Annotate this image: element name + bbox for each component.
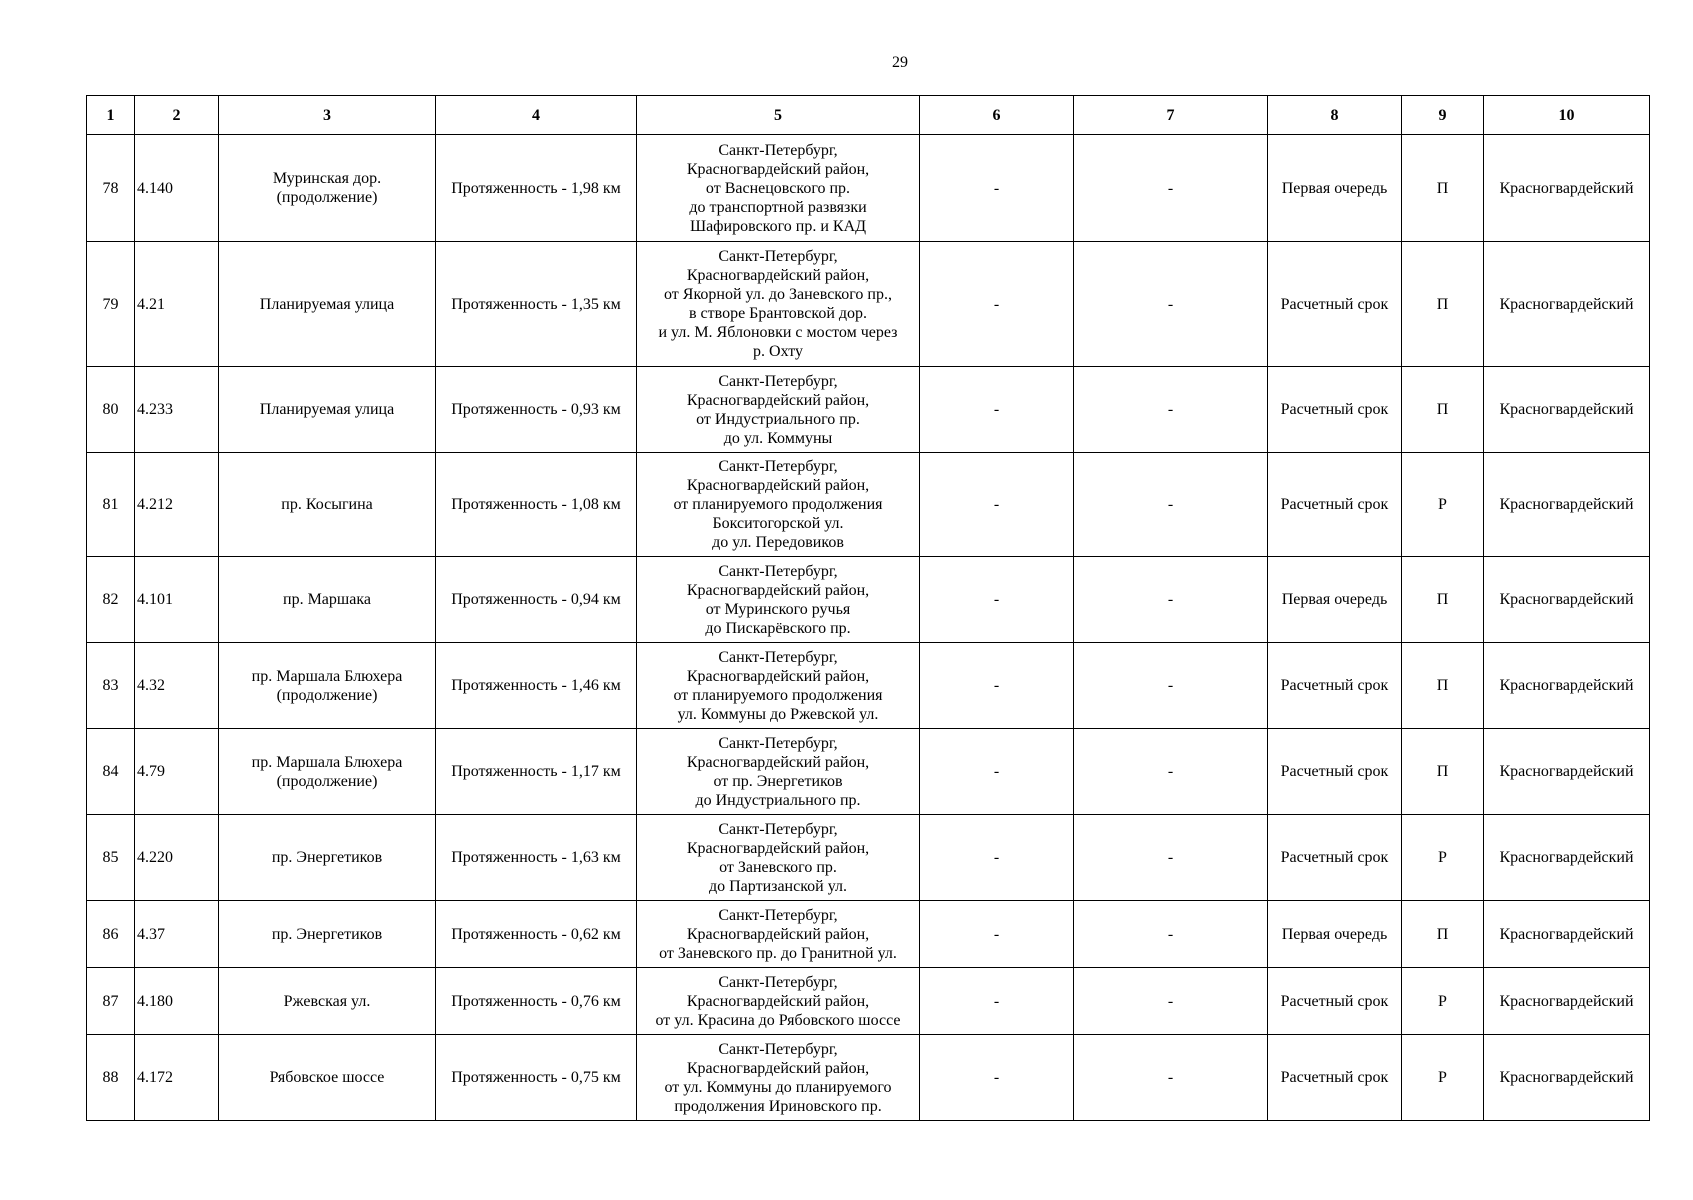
road-name: пр. Маршала Блюхера (продолжение)	[219, 643, 436, 729]
road-name: пр. Косыгина	[219, 453, 436, 557]
row-code: 4.37	[135, 901, 219, 968]
row-number: 86	[87, 901, 135, 968]
table-row	[87, 815, 1650, 901]
col7-value: -	[1074, 815, 1268, 901]
table-row	[87, 242, 1650, 367]
header-cell-7: 7	[1074, 96, 1268, 135]
row-code: 4.79	[135, 729, 219, 815]
road-length: Протяженность - 0,75 км	[436, 1035, 637, 1121]
row-code: 4.32	[135, 643, 219, 729]
stage: Расчетный срок	[1268, 1035, 1402, 1121]
district: Красногвардейский	[1484, 729, 1650, 815]
table-row	[87, 643, 1650, 729]
road-length: Протяженность - 0,76 км	[436, 968, 637, 1035]
stage: Расчетный срок	[1268, 729, 1402, 815]
district: Красногвардейский	[1484, 367, 1650, 453]
header-cell-1: 1	[87, 96, 135, 135]
col7-value: -	[1074, 968, 1268, 1035]
road-location: Санкт-Петербург, Красногвардейский район, от пр. Энергетиков до Индустриального пр.	[637, 729, 920, 815]
table-row	[87, 901, 1650, 968]
row-code: 4.220	[135, 815, 219, 901]
type-code: П	[1402, 729, 1484, 815]
district: Красногвардейский	[1484, 968, 1650, 1035]
table-row	[87, 135, 1650, 242]
type-code: П	[1402, 242, 1484, 367]
stage: Расчетный срок	[1268, 968, 1402, 1035]
header-cell-3: 3	[219, 96, 436, 135]
col7-value: -	[1074, 367, 1268, 453]
road-location: Санкт-Петербург, Красногвардейский район, от ул. Коммуны до планируемого продолжения Ириновского пр.	[637, 1035, 920, 1121]
row-number: 88	[87, 1035, 135, 1121]
col7-value: -	[1074, 453, 1268, 557]
road-name: Планируемая улица	[219, 242, 436, 367]
col7-value: -	[1074, 1035, 1268, 1121]
road-location: Санкт-Петербург, Красногвардейский район, от Заневского пр. до Гранитной ул.	[637, 901, 920, 968]
header-cell-9: 9	[1402, 96, 1484, 135]
road-name: пр. Энергетиков	[219, 901, 436, 968]
stage: Первая очередь	[1268, 135, 1402, 242]
row-code: 4.21	[135, 242, 219, 367]
col6-value: -	[920, 557, 1074, 643]
header-row	[87, 96, 1650, 135]
col6-value: -	[920, 968, 1074, 1035]
page-number: 29	[892, 54, 908, 71]
header-cell-6: 6	[920, 96, 1074, 135]
type-code: П	[1402, 901, 1484, 968]
road-name: Рябовское шоссе	[219, 1035, 436, 1121]
row-number: 80	[87, 367, 135, 453]
col7-value: -	[1074, 643, 1268, 729]
road-location: Санкт-Петербург, Красногвардейский район, от Заневского пр. до Партизанской ул.	[637, 815, 920, 901]
table-row	[87, 367, 1650, 453]
road-table	[86, 95, 1650, 1121]
table-row	[87, 453, 1650, 557]
col6-value: -	[920, 643, 1074, 729]
col6-value: -	[920, 729, 1074, 815]
row-number: 83	[87, 643, 135, 729]
col6-value: -	[920, 1035, 1074, 1121]
row-code: 4.233	[135, 367, 219, 453]
stage: Расчетный срок	[1268, 453, 1402, 557]
road-name: Ржевская ул.	[219, 968, 436, 1035]
road-length: Протяженность - 1,08 км	[436, 453, 637, 557]
road-name: пр. Энергетиков	[219, 815, 436, 901]
stage: Первая очередь	[1268, 901, 1402, 968]
stage: Расчетный срок	[1268, 242, 1402, 367]
road-length: Протяженность - 0,93 км	[436, 367, 637, 453]
road-location: Санкт-Петербург, Красногвардейский район, от ул. Красина до Рябовского шоссе	[637, 968, 920, 1035]
type-code: Р	[1402, 1035, 1484, 1121]
col7-value: -	[1074, 901, 1268, 968]
road-location: Санкт-Петербург, Красногвардейский район, от Индустриального пр. до ул. Коммуны	[637, 367, 920, 453]
table-row	[87, 968, 1650, 1035]
col6-value: -	[920, 367, 1074, 453]
col7-value: -	[1074, 729, 1268, 815]
row-code: 4.212	[135, 453, 219, 557]
type-code: Р	[1402, 968, 1484, 1035]
col6-value: -	[920, 901, 1074, 968]
header-cell-2: 2	[135, 96, 219, 135]
type-code: П	[1402, 643, 1484, 729]
row-number: 84	[87, 729, 135, 815]
header-cell-5: 5	[637, 96, 920, 135]
col6-value: -	[920, 453, 1074, 557]
header-cell-4: 4	[436, 96, 637, 135]
district: Красногвардейский	[1484, 557, 1650, 643]
type-code: Р	[1402, 453, 1484, 557]
stage: Первая очередь	[1268, 557, 1402, 643]
type-code: П	[1402, 367, 1484, 453]
road-length: Протяженность - 0,62 км	[436, 901, 637, 968]
row-number: 79	[87, 242, 135, 367]
type-code: П	[1402, 135, 1484, 242]
col6-value: -	[920, 135, 1074, 242]
stage: Расчетный срок	[1268, 643, 1402, 729]
col6-value: -	[920, 242, 1074, 367]
road-location: Санкт-Петербург, Красногвардейский район, от Васнецовского пр. до транспортной развязки Шафировского пр. и КАД	[637, 135, 920, 242]
road-length: Протяженность - 1,63 км	[436, 815, 637, 901]
type-code: Р	[1402, 815, 1484, 901]
stage: Расчетный срок	[1268, 815, 1402, 901]
row-code: 4.172	[135, 1035, 219, 1121]
district: Красногвардейский	[1484, 242, 1650, 367]
row-number: 78	[87, 135, 135, 242]
row-code: 4.101	[135, 557, 219, 643]
row-code: 4.180	[135, 968, 219, 1035]
row-number: 82	[87, 557, 135, 643]
road-length: Протяженность - 1,46 км	[436, 643, 637, 729]
road-location: Санкт-Петербург, Красногвардейский район, от планируемого продолжения Бокситогорской ул. до ул. Передовиков	[637, 453, 920, 557]
district: Красногвардейский	[1484, 1035, 1650, 1121]
col7-value: -	[1074, 557, 1268, 643]
row-code: 4.140	[135, 135, 219, 242]
header-cell-10: 10	[1484, 96, 1650, 135]
district: Красногвардейский	[1484, 901, 1650, 968]
road-name: пр. Маршака	[219, 557, 436, 643]
road-location: Санкт-Петербург, Красногвардейский район, от Муринского ручья до Пискарёвского пр.	[637, 557, 920, 643]
row-number: 85	[87, 815, 135, 901]
road-location: Санкт-Петербург, Красногвардейский район, от планируемого продолжения ул. Коммуны до Ржевской ул.	[637, 643, 920, 729]
col6-value: -	[920, 815, 1074, 901]
district: Красногвардейский	[1484, 815, 1650, 901]
road-length: Протяженность - 1,35 км	[436, 242, 637, 367]
road-location: Санкт-Петербург, Красногвардейский район, от Якорной ул. до Заневского пр., в створе Брантовской дор. и ул. М. Яблоновки с мостом через р. Охту	[637, 242, 920, 367]
table-row	[87, 1035, 1650, 1121]
table-row	[87, 557, 1650, 643]
row-number: 81	[87, 453, 135, 557]
col7-value: -	[1074, 242, 1268, 367]
road-length: Протяженность - 1,98 км	[436, 135, 637, 242]
district: Красногвардейский	[1484, 135, 1650, 242]
district: Красногвардейский	[1484, 643, 1650, 729]
road-length: Протяженность - 0,94 км	[436, 557, 637, 643]
road-name: Муринская дор. (продолжение)	[219, 135, 436, 242]
col7-value: -	[1074, 135, 1268, 242]
road-name: Планируемая улица	[219, 367, 436, 453]
road-name: пр. Маршала Блюхера (продолжение)	[219, 729, 436, 815]
row-number: 87	[87, 968, 135, 1035]
district: Красногвардейский	[1484, 453, 1650, 557]
road-length: Протяженность - 1,17 км	[436, 729, 637, 815]
table-row	[87, 729, 1650, 815]
stage: Расчетный срок	[1268, 367, 1402, 453]
header-cell-8: 8	[1268, 96, 1402, 135]
type-code: П	[1402, 557, 1484, 643]
